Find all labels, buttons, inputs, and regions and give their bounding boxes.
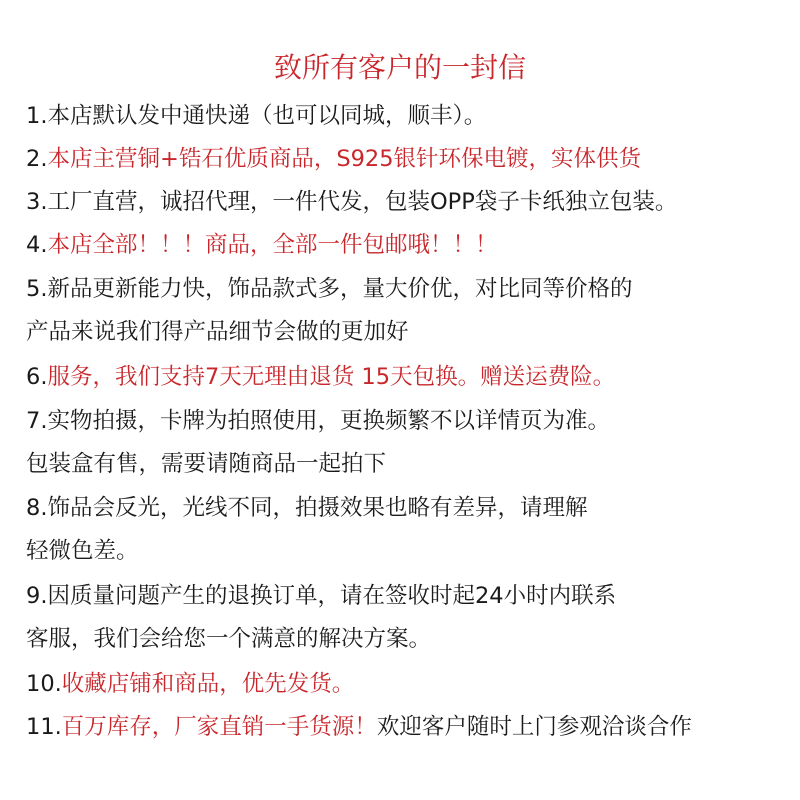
- line-number: 3.: [26, 189, 48, 215]
- line-9-cont: [26, 623, 796, 655]
- line-11: [26, 711, 796, 743]
- line-number: 1.: [26, 103, 48, 129]
- line-7-cont: [26, 448, 796, 480]
- line-text: 收藏店铺和商品，优先发货。: [61, 671, 355, 697]
- line-text: 客服，我们会给您一个满意的解决方案。: [26, 626, 432, 652]
- line-text: 工厂直营，诚招代理，一件代发，包装OPP袋子卡纸独立包装。: [47, 189, 678, 215]
- line-8: [26, 492, 796, 524]
- line-number: 8.: [26, 495, 48, 521]
- line-1: [26, 100, 796, 132]
- line-number: 9.: [26, 583, 48, 609]
- line-number: 6.: [26, 364, 48, 390]
- line-number: 7.: [26, 408, 48, 434]
- line-4: [26, 229, 796, 261]
- line-9: [26, 580, 796, 612]
- line-number: 4.: [26, 232, 48, 258]
- line-text: 因质量问题产生的退换订单，请在签收时起24小时内联系: [47, 583, 617, 609]
- line-text: 饰品会反光，光线不同，拍摄效果也略有差异，请理解: [47, 495, 588, 521]
- line-text: 本店主营铜+锆石优质商品，S925银针环保电镀，实体供货: [47, 146, 642, 172]
- line-text-black: 欢迎客户随时上门参观洽谈合作: [376, 714, 692, 740]
- line-5-cont: [26, 316, 796, 348]
- line-3: [26, 186, 796, 218]
- line-2: [26, 143, 796, 175]
- line-text: 本店全部！！！商品，全部一件包邮哦！！！: [47, 232, 498, 258]
- line-text-red: 百万库存，厂家直销一手货源！: [61, 714, 377, 740]
- line-text: 实物拍摄，卡牌为拍照使用，更换频繁不以详情页为准。: [47, 408, 610, 434]
- line-text: 轻微色差。: [26, 538, 139, 564]
- line-text: 新品更新能力快，饰品款式多，量大价优，对比同等价格的: [47, 276, 633, 302]
- line-number: 2.: [26, 146, 48, 172]
- line-number: 10.: [26, 671, 62, 697]
- line-6: [26, 361, 796, 393]
- line-10: [26, 668, 796, 700]
- line-number: 11.: [26, 714, 62, 740]
- line-5: [26, 273, 796, 305]
- page-title: 致所有客户的一封信: [273, 51, 526, 84]
- line-text: 产品来说我们得产品细节会做的更加好: [26, 319, 409, 345]
- line-text: 包装盒有售，需要请随商品一起拍下: [26, 451, 387, 477]
- line-text: 本店默认发中通快递（也可以同城，顺丰）。: [47, 103, 487, 129]
- line-text: 服务，我们支持7天无理由退货 15天包换。赠送运费险。: [47, 364, 616, 390]
- line-number: 5.: [26, 276, 48, 302]
- line-7: [26, 405, 796, 437]
- line-8-cont: [26, 535, 796, 567]
- line-text: [62, 714, 692, 740]
